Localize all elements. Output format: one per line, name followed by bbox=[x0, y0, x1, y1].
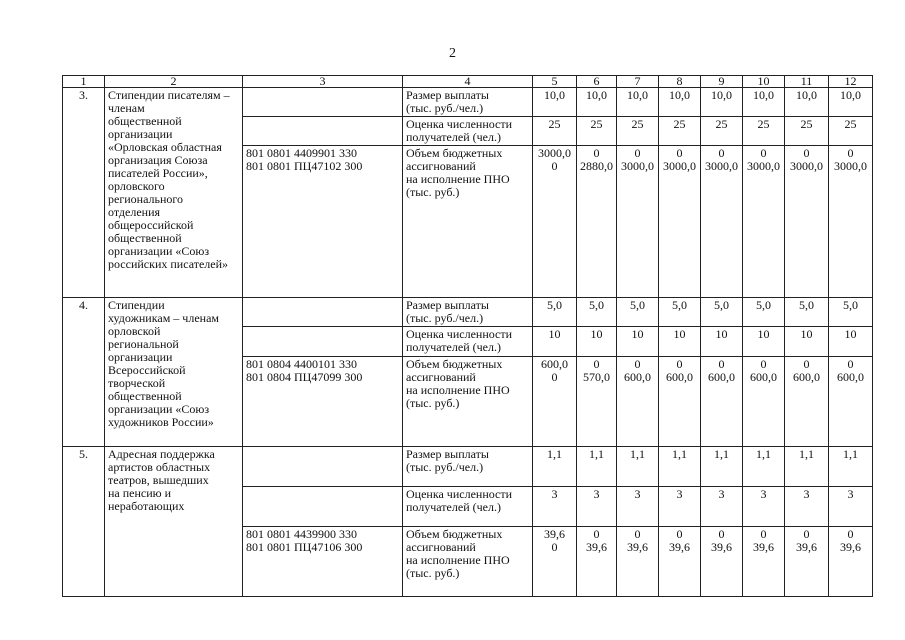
value-cell: 25 bbox=[829, 117, 873, 146]
indicator-name: Размер выплаты (тыс. руб./чел.) bbox=[403, 298, 533, 327]
value-cell: 0 600,0 bbox=[617, 357, 659, 447]
value-cell: 1,1 bbox=[617, 447, 659, 487]
value-cell: 25 bbox=[577, 117, 617, 146]
indicator-name: Объем бюджетных ассигнований на исполнение ПНО (тыс. руб.) bbox=[403, 357, 533, 447]
row-number: 5. bbox=[63, 447, 105, 597]
value-cell: 25 bbox=[743, 117, 785, 146]
value-cell: 1,1 bbox=[577, 447, 617, 487]
column-header-4: 4 bbox=[403, 76, 533, 88]
budget-code bbox=[243, 327, 403, 357]
row-number: 4. bbox=[63, 298, 105, 447]
value-cell: 10,0 bbox=[785, 88, 829, 117]
budget-code bbox=[243, 487, 403, 527]
budget-code bbox=[243, 447, 403, 487]
value-cell: 10 bbox=[659, 327, 701, 357]
value-cell: 3 bbox=[533, 487, 577, 527]
value-cell: 0 600,0 bbox=[829, 357, 873, 447]
column-header-10: 10 bbox=[743, 76, 785, 88]
budget-code: 801 0801 4409901 330 801 0801 ПЦ47102 300 bbox=[243, 146, 403, 298]
value-cell: 10 bbox=[533, 327, 577, 357]
value-cell: 25 bbox=[533, 117, 577, 146]
value-cell: 5,0 bbox=[577, 298, 617, 327]
value-cell: 25 bbox=[659, 117, 701, 146]
value-cell: 0 39,6 bbox=[829, 527, 873, 597]
value-cell: 5,0 bbox=[617, 298, 659, 327]
value-cell: 5,0 bbox=[829, 298, 873, 327]
value-cell: 0 39,6 bbox=[785, 527, 829, 597]
value-cell: 39,6 0 bbox=[533, 527, 577, 597]
budget-code bbox=[243, 88, 403, 117]
value-cell: 1,1 bbox=[785, 447, 829, 487]
value-cell: 5,0 bbox=[659, 298, 701, 327]
column-header-5: 5 bbox=[533, 76, 577, 88]
indicator-name: Объем бюджетных ассигнований на исполнение ПНО (тыс. руб.) bbox=[403, 527, 533, 597]
column-header-6: 6 bbox=[577, 76, 617, 88]
column-header-3: 3 bbox=[243, 76, 403, 88]
header-row bbox=[63, 76, 873, 88]
value-cell: 0 600,0 bbox=[785, 357, 829, 447]
value-cell: 0 3000,0 bbox=[829, 146, 873, 298]
column-header-11: 11 bbox=[785, 76, 829, 88]
table-row bbox=[63, 298, 873, 327]
value-cell: 25 bbox=[701, 117, 743, 146]
value-cell: 25 bbox=[617, 117, 659, 146]
value-cell: 10,0 bbox=[533, 88, 577, 117]
value-cell: 3 bbox=[701, 487, 743, 527]
value-cell: 10,0 bbox=[577, 88, 617, 117]
value-cell: 1,1 bbox=[659, 447, 701, 487]
value-cell: 3 bbox=[785, 487, 829, 527]
value-cell: 0 2880,0 bbox=[577, 146, 617, 298]
value-cell: 10 bbox=[701, 327, 743, 357]
value-cell: 0 39,6 bbox=[701, 527, 743, 597]
budget-code: 801 0801 4439900 330 801 0801 ПЦ47106 300 bbox=[243, 527, 403, 597]
value-cell: 10,0 bbox=[617, 88, 659, 117]
indicator-name: Размер выплаты (тыс. руб./чел.) bbox=[403, 447, 533, 487]
value-cell: 0 39,6 bbox=[617, 527, 659, 597]
value-cell: 10,0 bbox=[829, 88, 873, 117]
value-cell: 0 3000,0 bbox=[659, 146, 701, 298]
indicator-name: Оценка численности получателей (чел.) bbox=[403, 487, 533, 527]
indicator-name: Оценка численности получателей (чел.) bbox=[403, 327, 533, 357]
value-cell: 5,0 bbox=[743, 298, 785, 327]
indicator-name: Объем бюджетных ассигнований на исполнение ПНО (тыс. руб.) bbox=[403, 146, 533, 298]
budget-code bbox=[243, 117, 403, 146]
indicator-name: Оценка численности получателей (чел.) bbox=[403, 117, 533, 146]
column-header-1: 1 bbox=[63, 76, 105, 88]
value-cell: 10 bbox=[785, 327, 829, 357]
value-cell: 1,1 bbox=[829, 447, 873, 487]
table-row bbox=[63, 447, 873, 487]
budget-table bbox=[62, 75, 873, 597]
row-number: 3. bbox=[63, 88, 105, 298]
value-cell: 0 600,0 bbox=[659, 357, 701, 447]
value-cell: 0 3000,0 bbox=[785, 146, 829, 298]
value-cell: 1,1 bbox=[701, 447, 743, 487]
column-header-8: 8 bbox=[659, 76, 701, 88]
value-cell: 10 bbox=[829, 327, 873, 357]
table-row bbox=[63, 88, 873, 117]
value-cell: 0 600,0 bbox=[743, 357, 785, 447]
value-cell: 5,0 bbox=[785, 298, 829, 327]
row-name: Стипендии писателям – членам общественной организации «Орловская областная организация Союза писателей России», орловского регионального отделения общероссийской общественной организации «Союз российских писателей» bbox=[105, 88, 243, 298]
column-header-7: 7 bbox=[617, 76, 659, 88]
value-cell: 0 3000,0 bbox=[617, 146, 659, 298]
value-cell: 25 bbox=[785, 117, 829, 146]
value-cell: 5,0 bbox=[701, 298, 743, 327]
value-cell: 10,0 bbox=[701, 88, 743, 117]
value-cell: 3 bbox=[659, 487, 701, 527]
value-cell: 1,1 bbox=[533, 447, 577, 487]
value-cell: 10 bbox=[577, 327, 617, 357]
budget-code bbox=[243, 298, 403, 327]
value-cell: 3000,0 0 bbox=[533, 146, 577, 298]
value-cell: 10,0 bbox=[659, 88, 701, 117]
value-cell: 0 3000,0 bbox=[701, 146, 743, 298]
page-number: 2 bbox=[449, 46, 456, 61]
row-name: Стипендии художникам – членам орловской региональной организации Всероссийской творческой общественной организации «Союз художников России» bbox=[105, 298, 243, 447]
value-cell: 0 39,6 bbox=[577, 527, 617, 597]
value-cell: 3 bbox=[743, 487, 785, 527]
value-cell: 0 570,0 bbox=[577, 357, 617, 447]
value-cell: 0 3000,0 bbox=[743, 146, 785, 298]
value-cell: 3 bbox=[617, 487, 659, 527]
value-cell: 5,0 bbox=[533, 298, 577, 327]
column-header-2: 2 bbox=[105, 76, 243, 88]
value-cell: 0 39,6 bbox=[743, 527, 785, 597]
row-name: Адресная поддержка артистов областных театров, вышедших на пенсию и неработающих bbox=[105, 447, 243, 597]
value-cell: 3 bbox=[577, 487, 617, 527]
value-cell: 10 bbox=[743, 327, 785, 357]
column-header-9: 9 bbox=[701, 76, 743, 88]
value-cell: 1,1 bbox=[743, 447, 785, 487]
value-cell: 10,0 bbox=[743, 88, 785, 117]
value-cell: 0 600,0 bbox=[701, 357, 743, 447]
value-cell: 0 39,6 bbox=[659, 527, 701, 597]
value-cell: 10 bbox=[617, 327, 659, 357]
budget-code: 801 0804 4400101 330 801 0804 ПЦ47099 300 bbox=[243, 357, 403, 447]
value-cell: 3 bbox=[829, 487, 873, 527]
column-header-12: 12 bbox=[829, 76, 873, 88]
value-cell: 600,0 0 bbox=[533, 357, 577, 447]
indicator-name: Размер выплаты (тыс. руб./чел.) bbox=[403, 88, 533, 117]
